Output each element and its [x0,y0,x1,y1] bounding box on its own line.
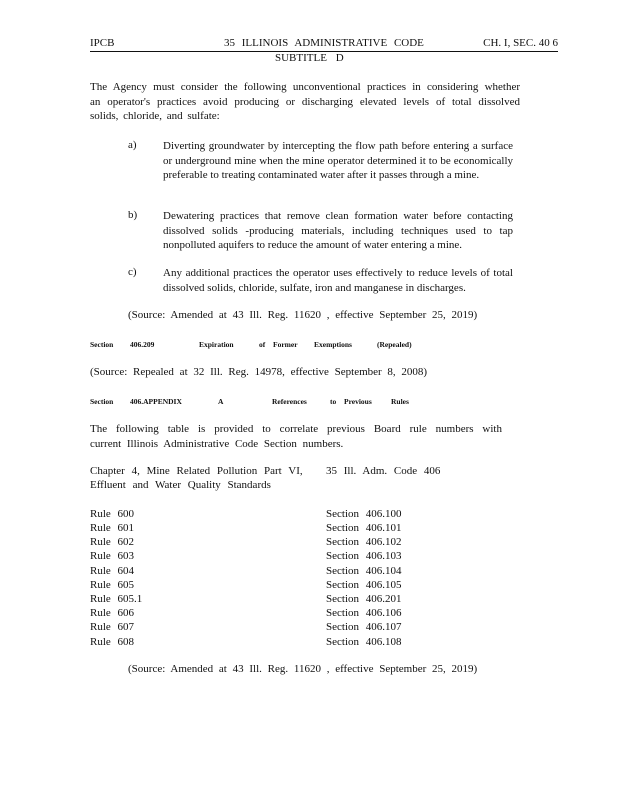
table-rule-cell: Rule 605.1 [90,593,143,605]
header-center: 35 ILLINOIS ADMINISTRATIVE CODE [224,37,424,49]
item-b-label: b) [128,209,138,221]
table-rule-cell: Rule 600 [90,508,135,520]
table-rule-cell: Rule 605 [90,579,135,591]
item-c-label: c) [128,266,137,278]
table-rule-cell: Rule 606 [90,607,135,619]
section-label: Section [90,340,114,349]
header-right: CH. I, SEC. 40 6 [483,37,558,49]
item-a-text: Diverting groundwater by intercepting the flow path before entering a surface or underground mine when the mine operator determined it to be economically preferable to treating contaminated water after it passes through a mine. [163,140,513,182]
item-c-text: Any additional practices the operator uses effectively to reduce levels of total dissolved solids, chloride, sulfate, iron and manganese in discharges. [163,267,513,294]
table-rule-cell: Rule 604 [90,565,135,577]
section-title-word: Former [273,340,298,349]
table-section-cell: Section 406.101 [326,522,402,534]
section-title-word: Previous [344,397,372,406]
section-title-word: of [259,340,266,349]
table-section-cell: Section 406.201 [326,593,402,605]
section-number: 406.209 [130,340,155,349]
table-right-header: 35 Ill. Adm. Code 406 [326,465,441,477]
table-left-header-line-2: Effluent and Water Quality Standards [90,479,271,491]
item-a-label: a) [128,139,137,151]
section-title-word: Exemptions [314,340,352,349]
table-section-cell: Section 406.108 [326,636,402,648]
header-left: IPCB [90,37,115,49]
section-title-word: (Repealed) [377,340,412,349]
table-section-cell: Section 406.100 [326,508,402,520]
source-note-3: (Source: Amended at 43 Ill. Reg. 11620 , effective September 25, 2019) [128,663,478,675]
section-number: 406.APPENDIX [130,397,182,406]
table-section-cell: Section 406.106 [326,607,402,619]
table-rule-cell: Rule 608 [90,636,135,648]
section-title-word: to [330,397,337,406]
section-title-word: A [218,397,224,406]
section-label: Section [90,397,114,406]
table-intro-paragraph: The following table is provided to correlate previous Board rule numbers with current Illinois Administrative Code Section numbers. [90,423,502,450]
section-title-word: Expiration [199,340,234,349]
table-section-cell: Section 406.104 [326,565,402,577]
table-section-cell: Section 406.103 [326,550,402,562]
intro-paragraph: The Agency must consider the following unconventional practices in considering whether an operator's practices avoid producing or discharging elevated levels of total dissolved solids, chloride, and sulfate: [90,81,520,123]
running-header [90,37,558,52]
table-section-cell: Section 406.107 [326,621,402,633]
item-b-text: Dewatering practices that remove clean formation water before contacting dissolved solids -producing materials, including techniques used to tap nonpolluted aquifers to reduce the amount of water entering a mine. [163,210,513,252]
table-section-cell: Section 406.105 [326,579,402,591]
source-note-1: (Source: Amended at 43 Ill. Reg. 11620 , effective September 25, 2019) [128,309,478,321]
table-rule-cell: Rule 607 [90,621,135,633]
table-rule-cell: Rule 602 [90,536,135,548]
section-title-word: Rules [391,397,409,406]
section-title-word: References [272,397,307,406]
table-rule-cell: Rule 603 [90,550,135,562]
table-left-header-line-1: Chapter 4, Mine Related Pollution Part VI, [90,465,303,477]
source-note-2: (Source: Repealed at 32 Ill. Reg. 14978, effective September 8, 2008) [90,366,428,378]
table-section-cell: Section 406.102 [326,536,402,548]
header-subtitle: SUBTITLE D [275,52,344,64]
table-rule-cell: Rule 601 [90,522,135,534]
